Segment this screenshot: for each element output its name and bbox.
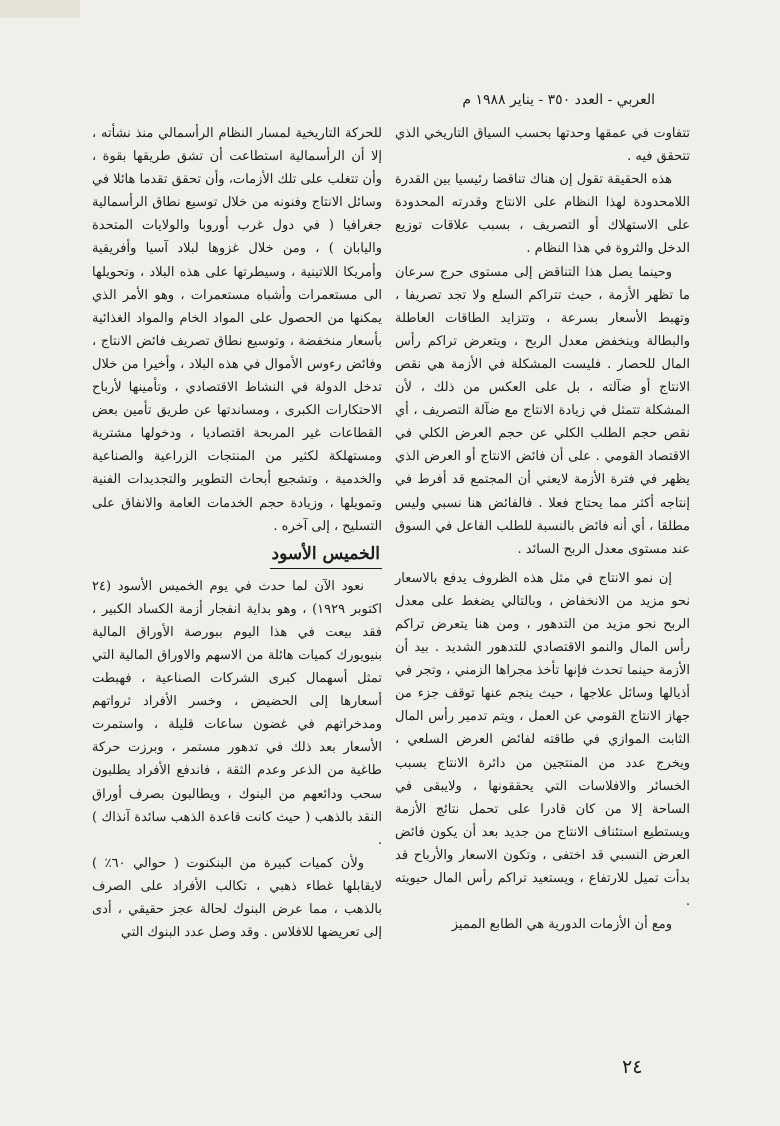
scan-edge-mark (0, 0, 80, 18)
page-number: ٢٤ (622, 1056, 643, 1078)
subheading-wrapper (92, 538, 382, 575)
section-subheading: الخميس الأسود (270, 540, 382, 569)
left-column (92, 122, 382, 944)
paragraph: إن نمو الانتاج في مثل هذه الظروف يدفع بالاسعار نحو مزيد من الانخفاض ، وبالتالي يضغط على معدل الربح نحو مزيد من التدهور ، ومن هنا يتعرض تراكم رأس المال والنمو الاقتصادي للتدهور الشديد . بيد أن الأزمة حينما تحدث فإنها تأخذ مجراها الزمني ، وتجر في أذيالها وسائل علاجها ، حيث ينجم عنها توقف جزء من جهاز الانتاج القومي عن العمل ، ويتم تدمير رأس المال الثابت الموازي في طاقته لفائض العرض السلعي ، ويخرج عدد من المنتجين من دائرة الانتاج بسبب الخسائر والافلاسات التي يحققونها ، ولايبقى في الساحة إلا من كان قادرا على تحمل نتائج الأزمة ويستطيع استئناف الانتاج من جديد بعد أن يكون فائض العرض النسبي قد اختفى ، وتكون الاسعار والأرباح قد بدأت تميل للارتفاع ، ويستعيد تراكم رأس المال حيويته . (395, 570, 690, 910)
right-column (395, 122, 690, 936)
paragraph: ومع أن الأزمات الدورية هي الطابع المميز (451, 917, 672, 933)
paragraph: وحينما يصل هذا التناقض إلى مستوى حرج سرعان ما تظهر الأزمة ، حيث تتراكم السلع ولا تجد تصريفا ، وتهبط الأسعار بسرعة ، وتتزايد الطاقات العاطلة والبطالة وينخفض معدل الربح ، ويتعرض تراكم رأس المال للحصار . فليست المشكلة في الأزمة هي نقص الانتاج أو ضآلته ، بل على العكس من ذلك ، لأن المشكلة تتمثل في زيادة الانتاج مع ضآلة التصريف ، أي نقص حجم الطلب الكلي عن حجم العرض الكلي في الاقتصاد القومي . على أن فائض الانتاج أو العرض الذي يظهر في فترة الأزمة لايعني أن المجتمع قد أفرط في إنتاجه أكثر مما يحتاج فعلا . فالفائض هنا نسبي وليس مطلقا ، أي أنه فائض بالنسبة للطلب الفاعل في السوق عند مستوى معدل الربح السائد . (395, 264, 690, 557)
paragraph: ولأن كميات كبيرة من البنكنوت ( حوالي ٦٠٪ ) لايقابلها غطاء ذهبي ، تكالب الأفراد على الصرف بالذهب ، مما عرض البنوك لحالة عجز حقيقي ، أدى إلى تعريضها للافلاس . وقد وصل عدد البنوك التي (92, 855, 382, 941)
paragraph: نعود الآن لما حدث في يوم الخميس الأسود (٢٤ اكتوبر ١٩٢٩) ، وهو بداية انفجار أزمة الكساد الكبير ، فقد بيعت في هذا اليوم ببورصة الأوراق المالية بنيويورك كميات هائلة من الاسهم والاوراق المالية التي تمثل أسهمال كبرى الشركات الصناعية ، فهبطت أسعارها إلى الحضيض ، وخسر الأفراد ثرواتهم ومدخراتهم في غضون ساعات قليلة ، واستمرت الأسعار بعد ذلك في تدهور مستمر ، وبرزت حركة طاغية من الذعر وعدم الثقة ، فاندفع الأفراد يطلبون سحب ودائعهم من البنوك ، ويطالبون بصرف أوراق النقد بالذهب ( حيث كانت قاعدة الذهب سائدة آنذاك ) . (92, 578, 382, 848)
paragraph: تتفاوت في عمقها وحدتها بحسب السياق التاريخي الذي تتحقق فيه . (395, 126, 690, 165)
running-header: العربي - العدد ٣٥٠ - يناير ١٩٨٨ م (462, 92, 655, 108)
paragraph: هذه الحقيقة تقول إن هناك تناقضا رئيسيا بين القدرة اللامحدودة لهذا النظام على الانتاج وقدرته المحدودة على الاستهلاك أو التصريف ، بسبب علاقات توزيع الدخل والثروة في هذا النظام . (395, 172, 690, 257)
paragraph: للحركة التاريخية لمسار النظام الرأسمالي منذ نشأته ، إلا أن الرأسمالية استطاعت أن تشق طريقها بقوة ، وأن تتغلب على تلك الأزمات، وأن تحقق تقدما هائلا في وسائل الانتاج وفنونه من خلال توسيع نطاق الرأسمالية جغرافيا ( في دول غرب أوروبا والولايات المتحدة واليابان ) ، ومن خلال غزوها لبلاد آسيا وأفريقية وأمريكا اللاتينية ، وسيطرتها على هذه البلاد ، وتحويلها الى مستعمرات وأشباه مستعمرات ، وهو الأمر الذي يمكنها من الحصول على المواد الخام والمواد الغذائية بأسعار منخفضة ، وتوسيع نطاق تصريف فائض الانتاج ، وفائض رءوس الأموال في هذه البلاد ، وأخيرا من خلال تدخل الدولة في النشاط الاقتصادي ، وتأمينها لأرباح الاحتكارات الكبرى ، ومساندتها عن طريق تأمين بعض القطاعات غير المربحة اقتصاديا ، ودخولها مشترية ومستهلكة لكثير من المنتجات الزراعية والصناعية والخدمية ، وتشجيع أبحاث التطوير والتجديدات الفنية وتمويلها ، وزيادة حجم الخدمات العامة والانفاق على التسليح ، إلى آخره . (92, 126, 382, 534)
